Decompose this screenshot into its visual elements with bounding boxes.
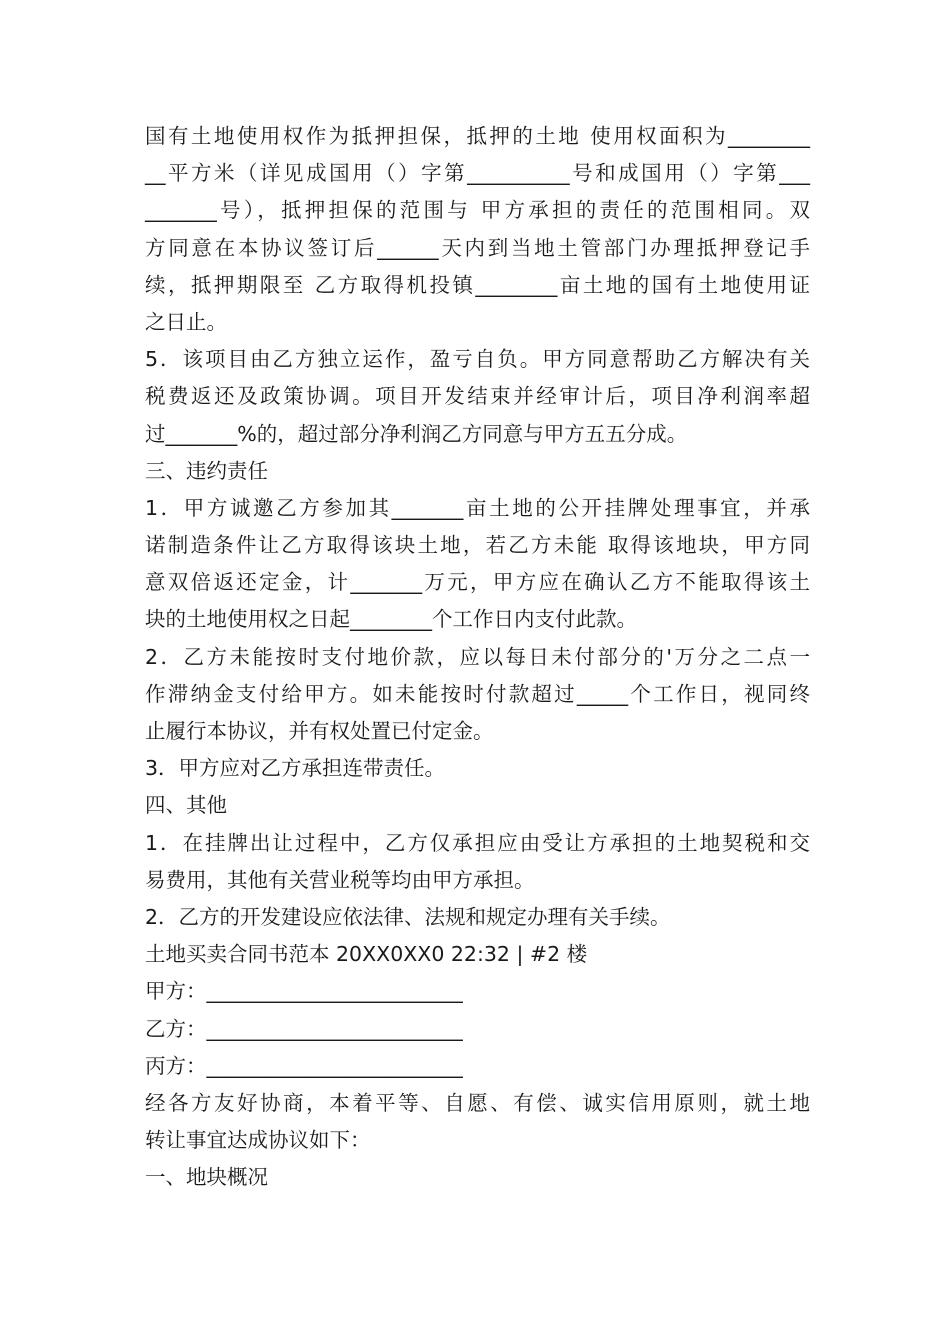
text-line: 续，抵押期限至 乙方取得机投镇________亩土地的国有土地使用证: [145, 272, 810, 297]
text-line: 止履行本协议，并有权处置已付定金。: [145, 719, 494, 743]
text-line: 经各方友好协商，本着平等、自愿、有偿、诚实信用原则，就土地: [145, 1090, 810, 1115]
text-line: 诺制造条件让乙方取得该块土地，若乙方未能 取得该地块，甲方同: [145, 533, 810, 558]
text-line: 过_______%的，超过部分净利润乙方同意与甲方五五分成。: [145, 421, 688, 446]
text-line: 方同意在本协议签订后______天内到当地土管部门办理抵押登记手: [145, 235, 810, 260]
section-heading: 三、违约责任: [145, 458, 268, 483]
text-line: 1．甲方诚邀乙方参加其_______亩土地的公开挂牌处理事宜，并承: [145, 495, 810, 520]
text-line: 意双倍返还定金，计_______万元，甲方应在确认乙方不能取得该土: [145, 570, 810, 595]
section-heading: 一、地块概况: [145, 1165, 268, 1190]
text-line: 转让事宜达成协议如下：: [145, 1128, 371, 1153]
party-b-field: 乙方：_________________________: [145, 1016, 463, 1041]
text-line: 国有土地使用权作为抵押担保，抵押的土地 使用权面积为________: [145, 124, 810, 148]
party-c-field: 丙方：_________________________: [145, 1053, 463, 1078]
text-line: 1．在挂牌出让过程中，乙方仅承担应由受让方承担的土地契税和交: [145, 830, 810, 855]
text-line: __平方米（详见成国用（）字第__________号和成国用（）字第___: [145, 161, 810, 186]
text-line: 作滞纳金支付给甲方。如未能按时付款超过_____个工作日，视同终: [145, 681, 810, 706]
text-line: 5．该项目由乙方独立运作，盈亏自负。甲方同意帮助乙方解决有关: [145, 347, 810, 372]
document-body: [145, 118, 810, 1196]
text-line: 之日止。: [145, 309, 227, 334]
text-line: 3．甲方应对乙方承担连带责任。: [145, 756, 446, 781]
party-a-field: 甲方：_________________________: [145, 979, 463, 1004]
section-heading: 四、其他: [145, 793, 227, 818]
text-line: 2．乙方的开发建设应依法律、法规和规定办理有关手续。: [145, 904, 671, 929]
text-line: 税费返还及政策协调。项目开发结束并经审计后，项目净利润率超: [145, 384, 810, 409]
document-title: 土地买卖合同书范本 20XX0XX0 22:32 | #2 楼: [145, 942, 588, 967]
text-line: 2．乙方未能按时支付地价款，应以每日未付部分的'万分之二点一: [145, 644, 810, 669]
text-line: 易费用，其他有关营业税等均由甲方承担。: [145, 867, 535, 892]
text-line: 块的土地使用权之日起________个工作日内支付此款。: [145, 607, 637, 632]
text-line: _______号），抵押担保的范围与 甲方承担的责任的范围相同。双: [145, 198, 810, 223]
